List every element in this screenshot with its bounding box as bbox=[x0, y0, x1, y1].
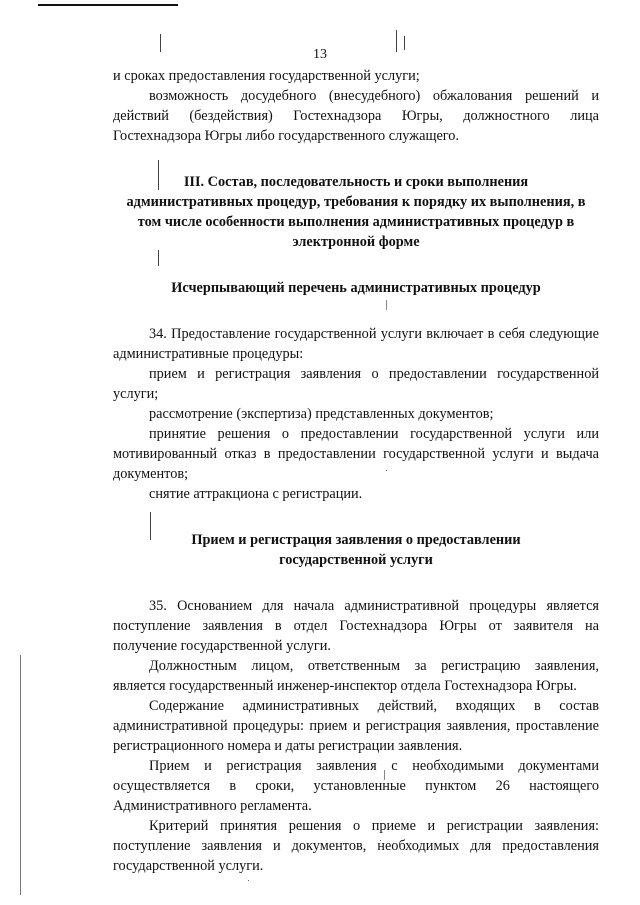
scan-mark bbox=[20, 655, 21, 895]
paragraph-35: 35. Основанием для начала административной процедуры является поступление заявления в отдел Гостехнадзора Югры от заявителя на получение государственной услуги. bbox=[113, 598, 599, 654]
section-heading bbox=[113, 172, 599, 252]
subheading-line: Прием и регистрация заявления о предоставлении bbox=[191, 532, 521, 548]
scan-speck bbox=[248, 880, 249, 881]
subheading-reception bbox=[113, 530, 599, 570]
paragraph-34: 34. Предоставление государственной услуги включает в себя следующие административные процедуры: bbox=[113, 326, 599, 362]
page-number: 13 bbox=[313, 47, 327, 62]
list-item: прием и регистрация заявления о предоставлении государственной услуги; bbox=[113, 366, 599, 402]
scan-top-line bbox=[38, 4, 178, 6]
list-item: снятие аттракциона с регистрации. bbox=[149, 486, 363, 502]
paragraph-content: Содержание административных действий, входящих в состав административной процедуры: прием и регистрация заявления, проставление регистрационного номера и даты регистрации заявления. bbox=[113, 698, 599, 754]
paragraph-appeal: возможность досудебного (внесудебного) обжалования решений и действий (бездействия) Гостехнадзора Югры, должностного лица Гостехнадзора Югры либо государственного служащего. bbox=[113, 88, 599, 144]
subheading-line: государственной услуги bbox=[279, 552, 433, 568]
continuation-line: и сроках предоставления государственной услуги; bbox=[113, 68, 420, 84]
list-item: рассмотрение (экспертиза) представленных документов; bbox=[149, 406, 494, 422]
list-item: принятие решения о предоставлении государственной услуги или мотивированный отказ в предоставлении государственной услуги и выдача документов; bbox=[113, 426, 599, 482]
section-heading-line: III. Состав, последовательность и сроки выполнения bbox=[183, 174, 529, 190]
section-heading-line: электронной форме bbox=[292, 234, 420, 250]
section-heading-line: административных процедур, требования к порядку их выполнения, в bbox=[126, 194, 586, 210]
section-heading-line: том числе особенности выполнения административных процедур в bbox=[137, 214, 575, 230]
paragraph-official: Должностным лицом, ответственным за регистрацию заявления, является государственный инженер-инспектор отдела Гостехнадзора Югры. bbox=[113, 658, 599, 694]
document-body bbox=[113, 66, 599, 876]
subheading-procedures-list: Исчерпывающий перечень административных процедур bbox=[171, 280, 541, 296]
paragraph-criterion: Критерий принятия решения о приеме и регистрации заявления: поступление заявления и документов, необходимых для предоставления государственной услуги. bbox=[113, 818, 599, 874]
paragraph-terms: Прием и регистрация заявления с необходимыми документами осуществляется в сроки, установленные пунктом 26 настоящего Административного регламента. bbox=[113, 758, 599, 814]
